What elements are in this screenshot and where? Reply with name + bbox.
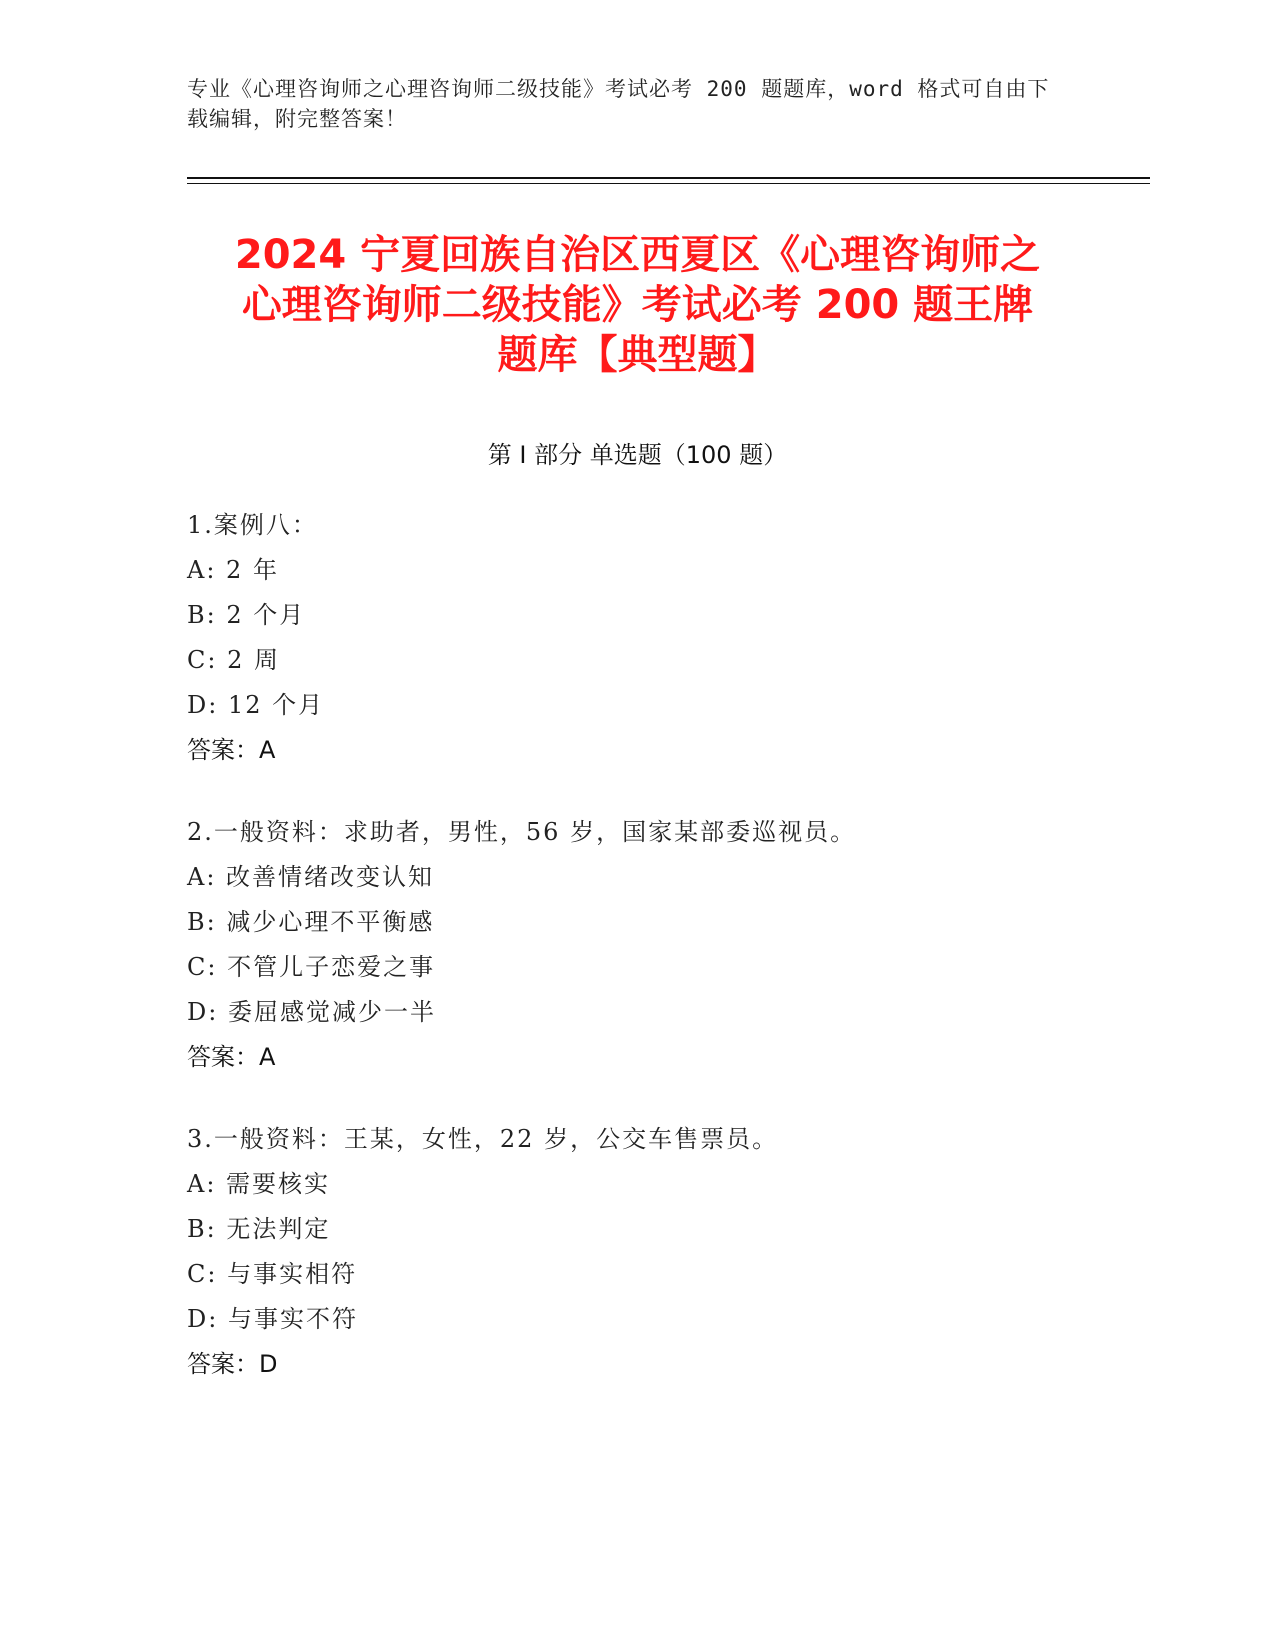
- option-a: A: 需要核实: [187, 1170, 331, 1198]
- answer: 答案：D: [187, 1350, 278, 1378]
- answer: 答案：A: [187, 1043, 276, 1071]
- question-stem: 2.一般资料：求助者，男性，56 岁，国家某部委巡视员。: [187, 818, 857, 846]
- document-title: [180, 230, 1095, 380]
- option-d: D: 12 个月: [187, 691, 325, 719]
- document-title-line-2: 心理咨询师二级技能》考试必考 200 题王牌: [241, 282, 1034, 328]
- question-stem: 1.案例八：: [187, 511, 318, 539]
- question-1: [187, 503, 1137, 773]
- option-d: D: 委屈感觉减少一半: [187, 998, 436, 1026]
- option-c: C: 与事实相符: [187, 1260, 358, 1288]
- option-b: B: 无法判定: [187, 1215, 331, 1243]
- question-3: [187, 1117, 1137, 1387]
- option-a: A: 2 年: [187, 556, 279, 584]
- header-note: 专业《心理咨询师之心理咨询师二级技能》考试必考 200 题题库，word 格式可自由下载编辑，附完整答案！: [187, 77, 1050, 131]
- option-c: C: 不管儿子恋爱之事: [187, 953, 436, 981]
- header-rule-thick: [187, 177, 1150, 179]
- document-title-line-1: 2024 宁夏回族自治区西夏区《心理咨询师之: [234, 232, 1041, 278]
- option-b: B: 2 个月: [187, 601, 306, 629]
- option-b: B: 减少心理不平衡感: [187, 908, 435, 936]
- option-a: A: 改善情绪改变认知: [187, 863, 435, 891]
- question-stem: 3.一般资料：王某，女性，22 岁，公交车售票员。: [187, 1125, 779, 1153]
- header-rule-thin: [187, 183, 1150, 184]
- option-c: C: 2 周: [187, 646, 280, 674]
- question-2: [187, 810, 1137, 1080]
- document-title-line-3: 题库【典型题】: [497, 332, 778, 378]
- answer: 答案：A: [187, 736, 276, 764]
- section-title: 第 I 部分 单选题（100 题）: [487, 441, 788, 469]
- option-d: D: 与事实不符: [187, 1305, 358, 1333]
